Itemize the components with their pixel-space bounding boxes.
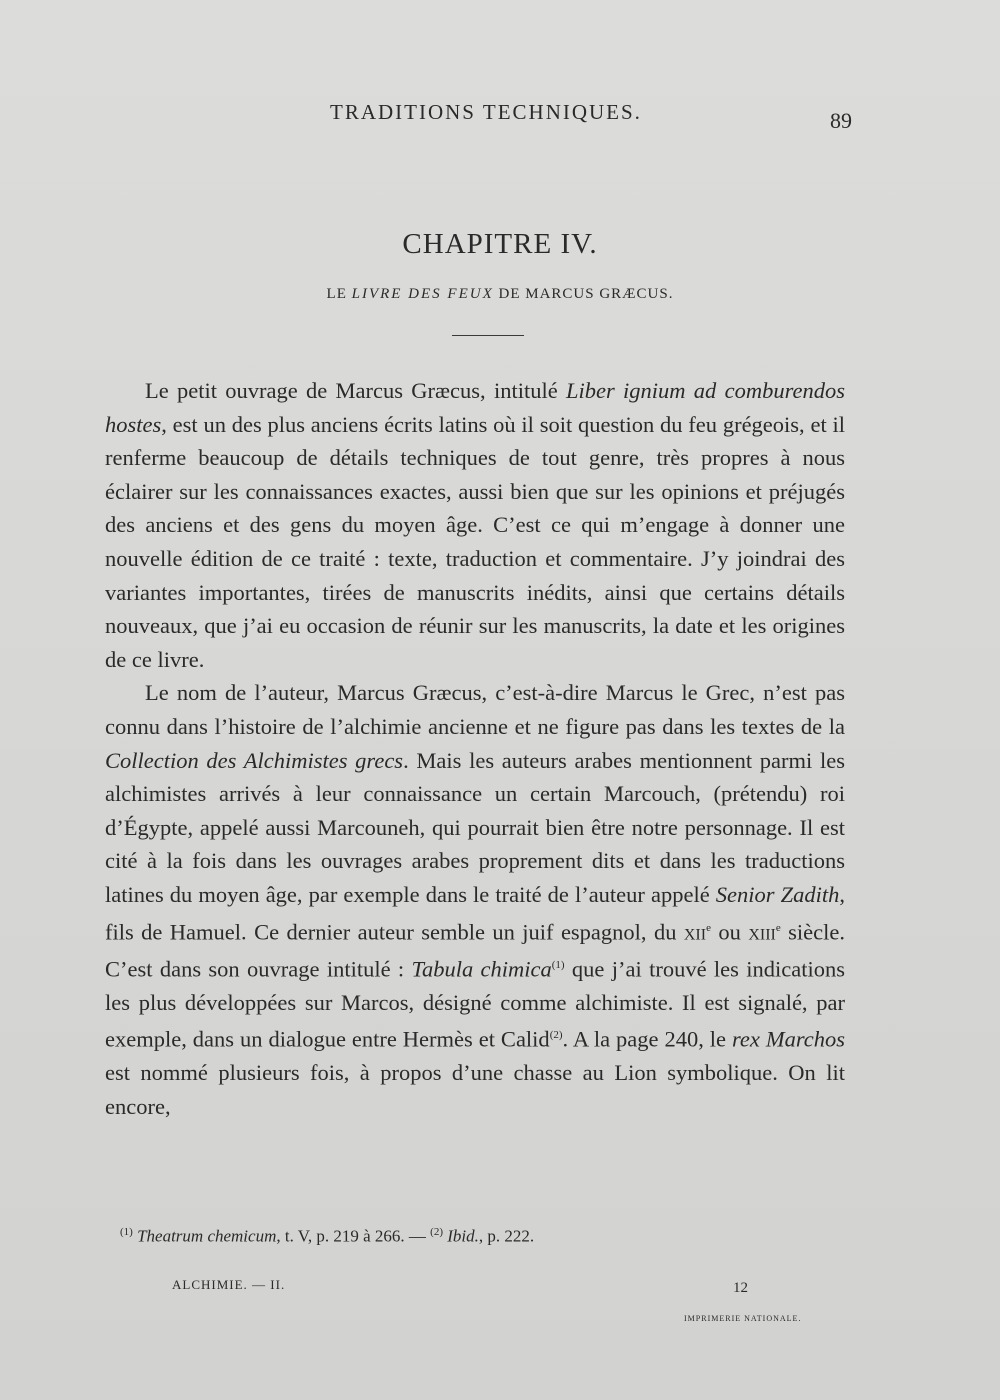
chapter-title: CHAPITRE IV.	[402, 228, 598, 260]
signature-mark: ALCHIMIE. — II.	[172, 1277, 286, 1292]
text-run: . Mais les auteurs arabes mentionnent parmi les alchimistes arrivés à leur connaissance un certain Marcouch, (prétendu) roi d’Égypte, appelé aussi Marcouneh, qui pourrait bien être notre personnage. Il est cité à la fois dans les ouvrages arabes proprement dits et dans les traductions latines du moyen âge, par exemple dans le traité de l’auteur appelé	[105, 747, 845, 907]
paragraph-2	[105, 676, 845, 1123]
running-head: TRADITIONS TECHNIQUES.	[330, 100, 642, 124]
paragraph-1	[105, 374, 845, 676]
italic-name: rex Marchos	[731, 1026, 845, 1052]
footnote-ref-1[interactable]: (1)	[551, 958, 565, 971]
roman-numeral: xiii	[748, 919, 776, 944]
text-run: est nommé plusieurs fois, à propos d’une chasse au Lion symbolique. On lit encore,	[105, 1060, 845, 1119]
footnote-text-1: , t. V, p. 219 à 266. —	[276, 1226, 431, 1246]
text-run: ou	[710, 919, 749, 944]
footnote-number-2: (2)	[430, 1226, 443, 1238]
text-run: Le petit ouvrage de Marcus Græcus, intitulé	[145, 378, 566, 403]
text-run: . A la page 240, le	[562, 1026, 732, 1052]
italic-name: Senior Zadith	[715, 881, 840, 907]
chapter-rule	[452, 335, 524, 336]
superscript: e	[706, 921, 711, 934]
subtitle-suffix: DE MARCUS GRÆCUS.	[493, 286, 674, 302]
footnote-text-2: , p. 222.	[478, 1226, 535, 1246]
text-run: que j’ai trouvé les indications les plus développées sur Marcos, désigné comme alchimiste. Il est signalé, par exemple, dans un dialogue entre Hermès et Calid	[105, 956, 845, 1052]
chapter-subtitle	[0, 286, 1000, 303]
text-run: Le nom de l’auteur, Marcus Græcus, c’est-à-dire Marcus le Grec, n’est pas connu dans l’histoire de l’alchimie ancienne et ne figure pas dans les textes de la	[105, 680, 845, 739]
subtitle-prefix: LE	[326, 286, 352, 302]
footnote-title-1: Theatrum chemicum	[137, 1226, 277, 1246]
subtitle-italic: LIVRE DES FEUX	[351, 286, 494, 302]
printer-mark: IMPRIMERIE NATIONALE.	[684, 1314, 802, 1323]
body-text	[105, 374, 845, 1124]
footnote-number-1: (1)	[120, 1226, 133, 1238]
superscript: e	[775, 921, 781, 934]
signature-number: 12	[733, 1280, 748, 1296]
italic-title: Collection des Alchimistes grecs	[105, 747, 404, 773]
footnote-title-2: Ibid.	[447, 1226, 479, 1246]
italic-title: Tabula chimica	[411, 956, 552, 982]
text-run: siècle. C’est dans son ouvrage intitulé :	[105, 919, 846, 982]
footnote-ref-2[interactable]: (2)	[549, 1029, 563, 1042]
page-number: 89	[830, 108, 852, 133]
footnotes	[120, 1226, 534, 1247]
text-run: , est un des plus anciens écrits latins où il soit question du feu grégeois, et il renferme beaucoup de détails techniques de tout genre, très propres à nous éclairer sur les connaissances exactes, aussi bien que sur les opinions et préjugés des anciens et des gens du moyen âge. C’est ce qui m’engage à donner une nouvelle édition de ce traité : texte, traduction et commentaire. J’y joindrai des variantes importantes, tirées de manuscrits inédits, ainsi que certains détails nouveaux, que j’ai eu occasion de réunir sur les manuscrits, la date et les origines de ce livre.	[105, 411, 845, 672]
roman-numeral: xii	[683, 919, 707, 944]
italic-title: Liber ignium ad comburendos hostes	[105, 378, 845, 437]
text-run: , fils de Hamuel. Ce dernier auteur semble un juif espagnol, du	[105, 881, 845, 944]
